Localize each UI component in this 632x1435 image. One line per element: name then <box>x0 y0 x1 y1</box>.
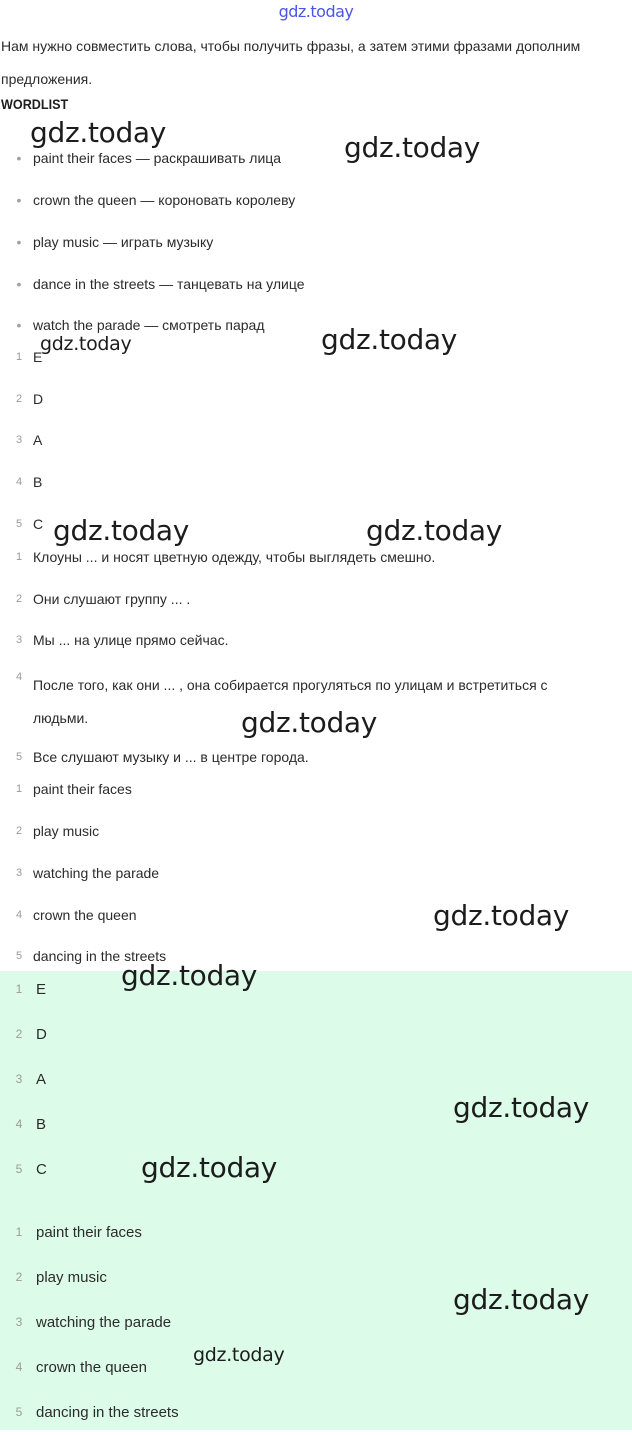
watermark: gdz.today <box>40 333 132 355</box>
bullet-icon: • <box>16 317 22 333</box>
answer-panel <box>0 971 632 1430</box>
answer-phrase: paint their faces <box>33 781 132 797</box>
item-number: 1 <box>15 982 23 996</box>
wordlist-item-3: play music — играть музыку <box>33 234 214 250</box>
sentence-text: Мы ... на улице прямо сейчас. <box>33 632 229 648</box>
watermark: gdz.today <box>193 1344 285 1366</box>
answer-phrase: play music <box>33 823 100 839</box>
wordlist-item-4: dance in the streets — танцевать на улице <box>33 276 305 292</box>
answer-phrase: play music <box>36 1269 107 1286</box>
task-intro: Нам нужно совместить слова, чтобы получить фразы, а затем этими фразами дополним предложения. <box>1 38 581 87</box>
bullet-icon: • <box>16 192 22 208</box>
matching-letter: E <box>33 349 43 365</box>
wordlist-item-2: crown the queen — короновать королеву <box>33 192 296 208</box>
bullet-icon: • <box>16 150 22 166</box>
item-number: 2 <box>15 393 23 405</box>
watermark: gdz.today <box>321 323 458 356</box>
item-number: 2 <box>15 1270 23 1284</box>
watermark: gdz.today <box>241 706 378 739</box>
watermark: gdz.today <box>344 131 481 164</box>
wordlist-item-5: watch the parade — смотреть парад <box>33 317 265 333</box>
answer-phrase: crown the queen <box>33 907 137 923</box>
item-number: 4 <box>15 476 23 488</box>
watermark: gdz.today <box>366 514 503 547</box>
item-number: 1 <box>15 351 23 363</box>
item-number: 4 <box>15 671 23 683</box>
answer-phrase: watching the parade <box>36 1314 172 1331</box>
item-number: 3 <box>15 867 23 879</box>
matching-letter: D <box>33 391 44 407</box>
item-number: 5 <box>15 751 23 763</box>
bullet-icon: • <box>16 276 22 292</box>
answer-phrase: watching the parade <box>33 865 160 881</box>
sentence-text: Все слушают музыку и ... в центре города. <box>33 749 309 765</box>
watermark: gdz.today <box>433 899 570 932</box>
item-number: 3 <box>15 1072 23 1086</box>
matching-letter: C <box>36 1161 47 1178</box>
item-number: 4 <box>15 1117 23 1131</box>
item-number: 5 <box>15 1405 23 1419</box>
watermark: gdz.today <box>453 1091 590 1124</box>
item-number: 2 <box>15 825 23 837</box>
sentence-text: После того, как они ... , она собирается прогуляться по улицам и встретиться с людьми. <box>33 677 548 726</box>
item-number: 5 <box>15 1162 23 1176</box>
answer-phrase: dancing in the streets <box>36 1404 179 1421</box>
watermark: gdz.today <box>53 514 190 547</box>
watermark: gdz.today <box>30 116 167 149</box>
wordlist-item-1: paint their faces — раскрашивать лица <box>33 150 282 166</box>
site-watermark-top: gdz.today <box>278 2 354 21</box>
item-number: 1 <box>15 1225 23 1239</box>
item-number: 2 <box>15 1027 23 1041</box>
bullet-icon: • <box>16 234 22 250</box>
matching-letter: A <box>36 1071 47 1088</box>
item-number: 1 <box>15 783 23 795</box>
wordlist-heading: WORDLIST <box>1 96 69 112</box>
watermark: gdz.today <box>453 1283 590 1316</box>
item-number: 4 <box>15 1360 23 1374</box>
matching-letter: B <box>33 474 43 490</box>
answer-phrase: crown the queen <box>36 1359 147 1376</box>
item-number: 4 <box>15 909 23 921</box>
watermark: gdz.today <box>141 1151 278 1184</box>
sentence-text: Они слушают группу ... . <box>33 591 191 607</box>
item-number: 5 <box>15 950 23 962</box>
matching-letter: A <box>33 432 43 448</box>
item-number: 3 <box>15 434 23 446</box>
watermark: gdz.today <box>121 959 258 992</box>
matching-letter: C <box>33 516 44 532</box>
answer-phrase: dancing in the streets <box>33 948 167 964</box>
item-number: 3 <box>15 1315 23 1329</box>
item-number: 2 <box>15 593 23 605</box>
answer-phrase: paint their faces <box>36 1224 142 1241</box>
item-number: 5 <box>15 518 23 530</box>
item-number: 1 <box>15 551 23 563</box>
matching-letter: B <box>36 1116 47 1133</box>
item-number: 3 <box>15 634 23 646</box>
matching-letter: E <box>36 981 47 998</box>
matching-letter: D <box>36 1026 47 1043</box>
sentence-text: Клоуны ... и носят цветную одежду, чтобы выглядеть смешно. <box>33 549 436 565</box>
